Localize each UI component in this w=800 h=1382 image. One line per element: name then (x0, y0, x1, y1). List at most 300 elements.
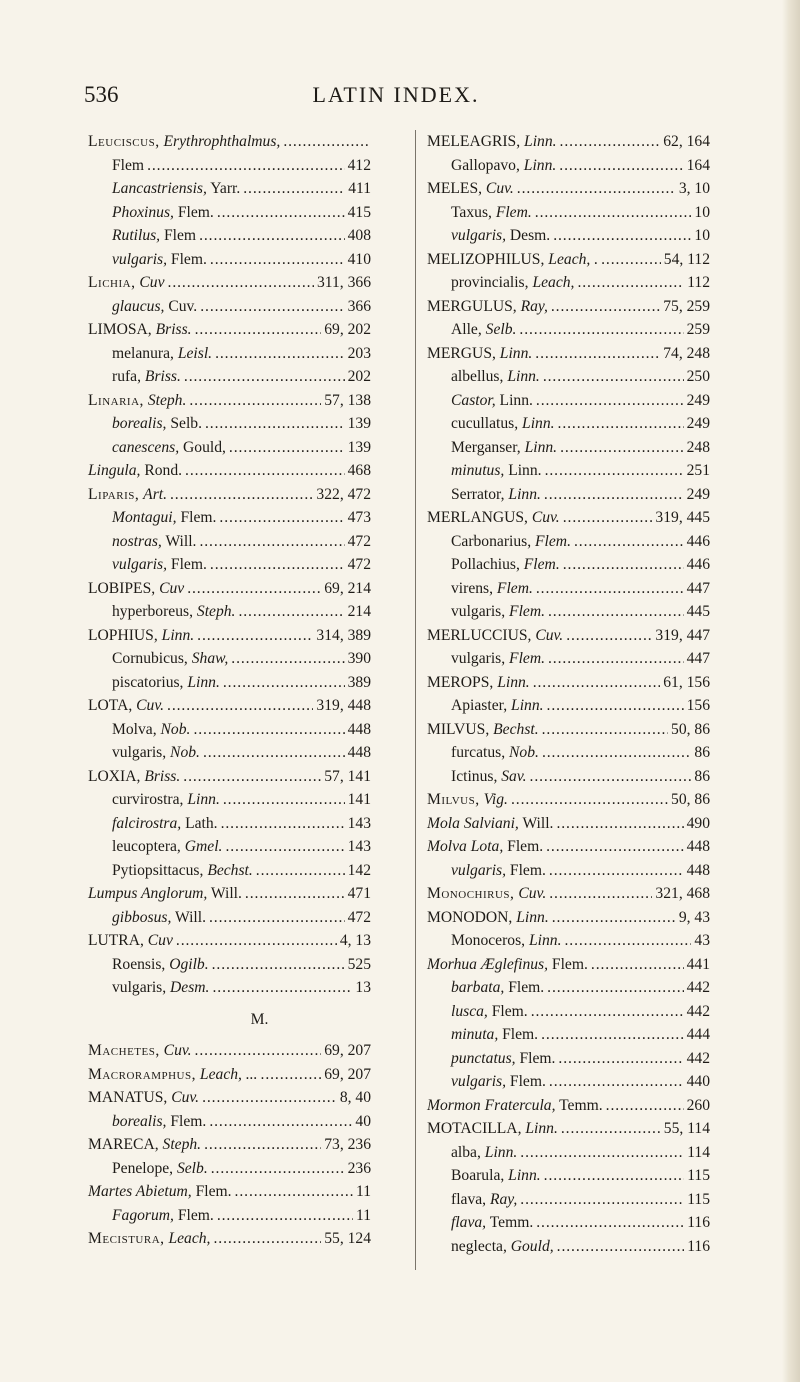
entry-authority: Will. (174, 908, 206, 926)
entry-pages: 390 (347, 650, 371, 667)
entry-name: Lancastriensis, (112, 180, 207, 197)
entry-label (112, 1110, 206, 1134)
entry-name: MERGUS, (427, 344, 496, 362)
entry-name: Lingula, (88, 462, 141, 479)
index-subentry (88, 201, 371, 225)
entry-authority: Sav. (501, 767, 527, 785)
entry-pages: 319, 445 (655, 509, 710, 526)
entry-pages: 142 (347, 861, 371, 879)
dot-leader (556, 812, 683, 836)
entry-authority: Flem. (509, 650, 545, 667)
index-entry (427, 1094, 710, 1118)
entry-label (112, 906, 206, 930)
dot-leader (545, 459, 684, 483)
entry-name: cucullatus, (451, 415, 519, 432)
index-entry (427, 1117, 710, 1141)
entry-label (451, 530, 571, 554)
index-subentry (88, 976, 371, 1000)
entry-pages: 411 (348, 180, 371, 197)
entry-label (427, 624, 563, 648)
entry-authority: Leach, (532, 274, 575, 291)
entry-name: Monochirus, (427, 885, 515, 902)
entry-authority: Will. (210, 885, 242, 902)
entry-name: Molva Lota, (427, 838, 504, 855)
entry-label (451, 271, 574, 295)
entry-label (451, 1070, 546, 1094)
entry-authority: Leach, . (548, 250, 599, 268)
index-subentry (88, 671, 371, 695)
index-entry (427, 835, 710, 859)
entry-label (112, 600, 235, 624)
entry-pages: 8, 40 (339, 1089, 371, 1106)
entry-name: melanura, (112, 344, 174, 362)
entry-authority: Temm. (559, 1096, 603, 1114)
index-subentry (427, 647, 710, 671)
entry-pages: 69, 207 (324, 1042, 371, 1059)
index-entry (88, 1227, 371, 1251)
dot-leader (167, 694, 313, 718)
entry-pages: 472 (347, 556, 371, 573)
dot-leader (204, 1133, 321, 1157)
dot-leader (256, 859, 345, 883)
entry-name: LUTRA, (88, 932, 144, 949)
entry-name: vulgaris, (112, 250, 168, 268)
dot-leader (549, 882, 652, 906)
index-entry (88, 1063, 371, 1087)
entry-authority: Linn. (499, 391, 533, 409)
index-subentry (427, 154, 710, 178)
entry-name: canescens, (112, 438, 180, 456)
dot-leader (546, 835, 684, 859)
entry-pages: 389 (347, 673, 371, 691)
entry-pages: 447 (686, 579, 710, 597)
index-subentry (427, 1188, 710, 1212)
entry-name: MEROPS, (427, 673, 494, 691)
dot-leader (563, 553, 684, 577)
entry-label (451, 694, 544, 718)
index-entry (88, 577, 371, 601)
entry-pages: 441 (686, 955, 710, 973)
entry-label (88, 694, 164, 718)
dot-leader (235, 1180, 353, 1204)
entry-authority: Linn. (508, 1167, 541, 1184)
entry-label (112, 436, 226, 460)
entry-label (112, 718, 190, 742)
index-subentry (427, 741, 710, 765)
dot-leader (176, 929, 337, 953)
entry-label (451, 976, 544, 1000)
entry-label (427, 1117, 558, 1141)
entry-label (112, 671, 220, 695)
entry-name: MARECA, (88, 1136, 159, 1153)
dot-leader (536, 1211, 684, 1235)
entry-label (88, 1039, 192, 1063)
entry-authority: Leach, ... (199, 1065, 258, 1083)
entry-authority: Nob. (170, 744, 200, 761)
entry-name: Leuciscus, (88, 133, 160, 150)
entry-name: MERGULUS, (427, 297, 517, 315)
index-subentry (88, 788, 371, 812)
index-subentry (427, 1023, 710, 1047)
dot-leader (193, 718, 344, 742)
entry-authority: Leisl. (177, 344, 213, 362)
entry-name: minuta, (451, 1026, 499, 1043)
index-subentry (427, 224, 710, 248)
entry-name: gibbosus, (112, 908, 172, 926)
dot-leader (551, 295, 660, 319)
entry-name: MOTACILLA, (427, 1120, 522, 1137)
entry-label (451, 600, 545, 624)
entry-name: MELIZOPHILUS, (427, 250, 545, 268)
entry-label (112, 177, 240, 201)
entry-authority: Will. (522, 814, 554, 832)
dot-leader (530, 765, 692, 789)
entry-label (427, 295, 548, 319)
entry-authority: Flem. (509, 1073, 546, 1090)
dot-leader (548, 647, 684, 671)
entry-label (88, 318, 192, 342)
entry-name: Castor, (451, 391, 496, 409)
entry-authority: Steph. (147, 391, 187, 409)
entry-pages: 251 (686, 462, 710, 479)
dot-leader (245, 882, 345, 906)
entry-label (112, 1204, 214, 1228)
entry-pages: 73, 236 (324, 1136, 371, 1153)
entry-label (451, 389, 533, 413)
index-entry (88, 130, 371, 154)
index-entry (88, 483, 371, 507)
entry-name: hyperboreus, (112, 603, 193, 620)
index-entry (88, 624, 371, 648)
entry-pages: 116 (687, 1214, 710, 1231)
index-subentry (427, 859, 710, 883)
entry-label (427, 835, 543, 859)
entry-label (451, 318, 516, 342)
entry-authority: Flem (164, 227, 197, 244)
entry-authority: Desm. (170, 979, 210, 996)
entry-pages: 447 (686, 650, 710, 667)
entry-label (112, 295, 197, 319)
dot-leader (560, 436, 684, 460)
index-entry (427, 788, 710, 812)
entry-label (451, 1047, 555, 1071)
entry-name: vulgaris, (112, 744, 167, 761)
dot-leader (170, 483, 313, 507)
entry-name: LOPHIUS, (88, 626, 158, 644)
index-subentry (88, 1110, 371, 1134)
dot-leader (531, 1000, 684, 1024)
index-subentry (427, 459, 710, 483)
entry-name: Martes Abietum, (88, 1183, 192, 1200)
entry-label (451, 741, 539, 765)
entry-label (112, 506, 216, 530)
entry-name: vulgaris, (451, 861, 507, 879)
entry-name: furcatus, (451, 744, 506, 761)
entry-pages: 471 (347, 885, 371, 902)
entry-name: LOXIA, (88, 767, 141, 785)
entry-pages: 114 (687, 1143, 710, 1161)
entry-label (112, 224, 196, 248)
entry-pages: 143 (347, 838, 371, 855)
entry-name: Linaria, (88, 391, 144, 409)
entry-label (427, 248, 598, 272)
entry-pages: 249 (686, 485, 710, 503)
dot-leader (215, 342, 345, 366)
dot-leader (559, 154, 683, 178)
dot-leader (560, 130, 661, 154)
entry-authority: Nob. (160, 720, 191, 738)
entry-pages: 446 (686, 532, 710, 550)
entry-label (451, 1164, 541, 1188)
index-entry (427, 953, 710, 977)
entry-label (451, 765, 527, 789)
entry-pages: 319, 447 (655, 626, 710, 644)
entry-pages: 62, 164 (663, 133, 710, 150)
entry-authority: Ogilb. (169, 955, 209, 973)
dot-leader (519, 318, 683, 342)
entry-authority: Linn. (161, 626, 195, 644)
entry-name: Pytiopsittacus, (112, 861, 204, 879)
entry-authority: Cuv. (535, 626, 564, 644)
entry-label (451, 365, 540, 389)
entry-authority: Linn. (511, 697, 544, 714)
entry-authority: Linn. (508, 462, 542, 479)
dot-leader (197, 624, 313, 648)
index-entry (427, 177, 710, 201)
entry-name: Liparis, (88, 485, 140, 503)
index-entry (88, 694, 371, 718)
entry-authority: Nob. (509, 744, 539, 761)
entry-label (88, 624, 194, 648)
entry-pages: 448 (686, 861, 710, 879)
index-subentry (88, 224, 371, 248)
entry-pages: 442 (686, 979, 710, 996)
entry-name: Penelope, (112, 1159, 174, 1177)
entry-pages: 61, 156 (663, 673, 710, 691)
entry-name: Ictinus, (451, 767, 498, 785)
entry-name: MELES, (427, 180, 483, 197)
entry-name: vulgaris, (451, 650, 506, 667)
entry-pages: 9, 43 (678, 908, 710, 926)
entry-label (88, 271, 165, 295)
entry-label (112, 812, 218, 836)
entry-authority: Cuv (139, 274, 165, 291)
entry-label (88, 765, 180, 789)
entry-authority: Will. (165, 532, 197, 550)
dot-leader (591, 953, 684, 977)
entry-label (427, 812, 553, 836)
entry-authority: Flem. (523, 556, 560, 573)
entry-authority: Flem. (519, 1049, 556, 1067)
entry-name: LOBIPES, (88, 579, 156, 597)
dot-leader (542, 741, 691, 765)
index-subentry (88, 154, 371, 178)
entry-pages: 10 (694, 227, 710, 244)
index-subentry (427, 694, 710, 718)
entry-pages: 112 (687, 274, 710, 291)
index-subentry (88, 412, 371, 436)
dot-leader (552, 906, 676, 930)
entry-authority: Gould, (183, 438, 226, 456)
dot-leader (544, 1164, 685, 1188)
entry-pages: 472 (347, 908, 371, 926)
entry-authority: Bechst. (207, 861, 253, 879)
entry-label (112, 835, 222, 859)
entry-pages: 525 (347, 955, 371, 973)
entry-name: borealis, (112, 415, 167, 432)
entry-pages: 10 (694, 203, 710, 221)
entry-name: minutus, (451, 462, 505, 479)
dot-leader (195, 1039, 322, 1063)
entry-authority: Flem. (170, 1112, 207, 1130)
index-subentry (88, 718, 371, 742)
index-subentry (427, 412, 710, 436)
dot-leader (548, 600, 684, 624)
dot-leader (199, 224, 345, 248)
entry-pages: 203 (347, 344, 371, 362)
entry-label (427, 130, 557, 154)
index-subentry (427, 1070, 710, 1094)
entry-authority: Shaw, (191, 650, 229, 667)
entry-label (112, 953, 209, 977)
index-column-right (427, 130, 710, 1258)
index-subentry (88, 553, 371, 577)
entry-authority: Temm. (489, 1214, 534, 1231)
dot-leader (542, 718, 668, 742)
entry-pages: 116 (687, 1237, 710, 1255)
entry-name: Lumpus Anglorum, (88, 885, 208, 902)
index-subentry (427, 365, 710, 389)
entry-pages: 445 (686, 603, 710, 620)
index-entry (88, 459, 371, 483)
entry-authority: Cuv. (518, 885, 547, 902)
entry-pages: 139 (347, 415, 371, 432)
entry-label (112, 412, 202, 436)
entry-label (88, 1180, 232, 1204)
entry-label (451, 483, 541, 507)
entry-authority: Linn. (484, 1143, 518, 1161)
entry-pages: 202 (347, 368, 371, 385)
entry-pages: 55, 124 (324, 1230, 371, 1247)
entry-name: Pollachius, (451, 556, 520, 573)
entry-label (88, 1063, 258, 1087)
entry-name: Carbonarius, (451, 532, 532, 550)
dot-leader (544, 483, 684, 507)
index-subentry (88, 177, 371, 201)
dot-leader (168, 271, 314, 295)
entry-pages: 259 (686, 321, 710, 338)
entry-name: Morhua Æglefinus, (427, 955, 549, 973)
entry-pages: 43 (694, 932, 710, 949)
entry-name: Phoxinus, (112, 203, 174, 221)
index-subentry (88, 530, 371, 554)
entry-name: Mola Salviani, (427, 814, 519, 832)
entry-label (88, 130, 280, 154)
entry-name: vulgaris, (451, 603, 506, 620)
dot-leader (547, 976, 683, 1000)
entry-pages: 236 (347, 1159, 371, 1177)
entry-name: leucoptera, (112, 838, 181, 855)
entry-pages: 321, 468 (655, 885, 710, 902)
entry-pages: 11 (355, 1206, 371, 1224)
index-entry (88, 1039, 371, 1063)
entry-authority: Lath. (185, 814, 218, 832)
entry-name: Flem (112, 156, 145, 174)
entry-name: provincialis, (451, 274, 529, 291)
dot-leader (211, 1157, 345, 1181)
entry-name: falcirostra, (112, 814, 182, 832)
dot-leader (243, 177, 345, 201)
entry-pages: 322, 472 (316, 485, 371, 503)
entry-label (451, 1235, 554, 1259)
dot-leader (558, 1047, 683, 1071)
dot-leader (202, 1086, 337, 1110)
index-entry (427, 342, 710, 366)
entry-label (88, 882, 242, 906)
entry-name: glaucus, (112, 297, 165, 315)
entry-name: punctatus, (451, 1049, 516, 1067)
dot-leader (566, 624, 652, 648)
entry-authority: Flem. (509, 861, 546, 879)
entry-name: albellus, (451, 368, 504, 385)
dot-leader (535, 201, 692, 225)
entry-label (88, 577, 184, 601)
entry-name: Milvus, (427, 791, 480, 808)
index-subentry (427, 553, 710, 577)
entry-name: LIMOSA, (88, 321, 152, 338)
entry-name: rufa, (112, 368, 142, 385)
index-subentry (427, 976, 710, 1000)
entry-authority: Flem. (495, 203, 532, 221)
entry-authority: Vig. (483, 791, 508, 808)
dot-leader (200, 295, 344, 319)
entry-name: Serrator, (451, 485, 505, 503)
entry-authority: Cuv. (171, 1089, 200, 1106)
entry-label (451, 929, 561, 953)
index-subentry (427, 318, 710, 342)
dot-leader (517, 177, 676, 201)
index-subentry (88, 906, 371, 930)
dot-leader (210, 248, 345, 272)
index-entry (88, 1180, 371, 1204)
dot-leader (541, 1023, 684, 1047)
entry-authority: Ray, (520, 297, 548, 315)
entry-authority: Desm. (509, 227, 551, 244)
entry-pages: 490 (686, 814, 710, 832)
index-entry (427, 624, 710, 648)
entry-name: MANATUS, (88, 1089, 168, 1106)
index-column-left (88, 130, 371, 1251)
entry-pages: 50, 86 (671, 791, 710, 808)
index-subentry (427, 1141, 710, 1165)
dot-leader (209, 1110, 352, 1134)
dot-leader (147, 154, 345, 178)
entry-authority: Linn. (499, 344, 533, 362)
entry-label (451, 436, 557, 460)
entry-label (451, 224, 550, 248)
entry-pages: 468 (347, 462, 371, 479)
index-subentry (427, 1235, 710, 1259)
entry-pages: 446 (686, 556, 710, 573)
entry-name: nostras, (112, 532, 162, 550)
index-entry (427, 671, 710, 695)
entry-authority: Cuv (147, 932, 173, 949)
index-entry (427, 295, 710, 319)
entry-pages: 86 (694, 744, 710, 761)
entry-label (451, 154, 556, 178)
index-subentry (427, 389, 710, 413)
entry-authority: Flem. (170, 250, 207, 268)
